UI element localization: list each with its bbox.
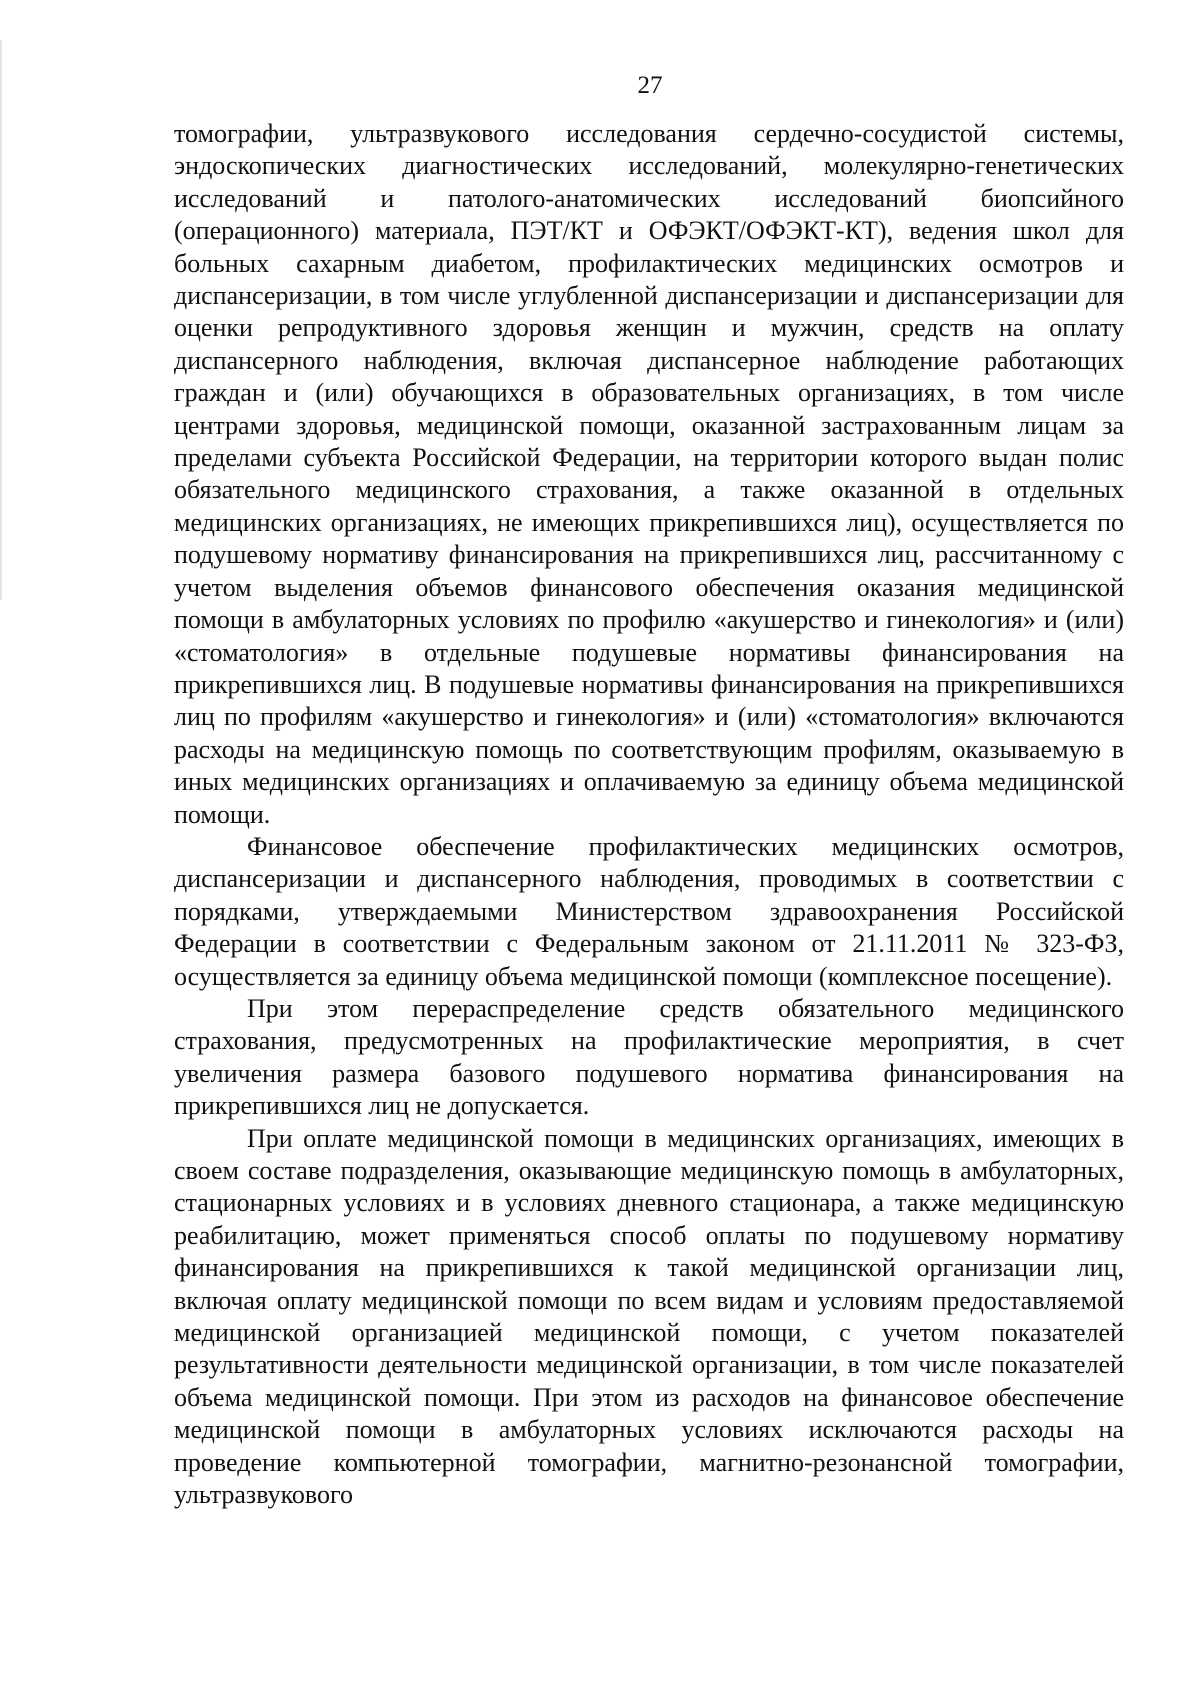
paragraph-2: Финансовое обеспечение профилактических медицинских осмотров, диспансеризации и диспансерного наблюдения, проводимых в соответствии с порядками, утверждаемыми Министерством здравоохранения Российской Федерации в соответствии с Федеральным законом от 21.11.2011 № 323-ФЗ, осуществляется за единицу объема медицинской помощи (комплексное посещение). [174,831,1124,991]
paragraph-3: При этом перераспределение средств обязательного медицинского страхования, предусмотренных на профилактические мероприятия, в счет увеличения размера базового подушевого норматива финансирования на прикрепившихся лиц не допускается. [174,993,1124,1121]
document-body [174,118,1124,1511]
paragraph-4: При оплате медицинской помощи в медицинских организациях, имеющих в своем составе подразделения, оказывающие медицинскую помощь в амбулаторных, стационарных условиях и в условиях дневного стационара, а также медицинскую реабилитацию, может применяться способ оплаты по подушевому нормативу финансирования на прикрепившихся к такой медицинской организации лиц, включая оплату медицинской помощи по всем видам и условиям предоставляемой медицинской организацией медицинской помощи, с учетом показателей результативности деятельности медицинской организации, в том числе показателей объема медицинской помощи. При этом из расходов на финансовое обеспечение медицинской помощи в амбулаторных условиях исключаются расходы на проведение компьютерной томографии, магнитно-резонансной томографии, ультразвукового [174,1123,1124,1510]
page-number: 27 [637,72,663,99]
paragraph-1: томографии, ультразвукового исследования сердечно-сосудистой системы, эндоскопических диагностических исследований, молекулярно-генетических исследований и патолого-анатомических исследований биопсийного (операционного) материала, ПЭТ/КТ и ОФЭКТ/ОФЭКТ-КТ), ведения школ для больных сахарным диабетом, профилактических медицинских осмотров и диспансеризации, в том числе углубленной диспансеризации и диспансеризации для оценки репродуктивного здоровья женщин и мужчин, средств на оплату диспансерного наблюдения, включая диспансерное наблюдение работающих граждан и (или) обучающихся в образовательных организациях, в том числе центрами здоровья, медицинской помощи, оказанной застрахованным лицам за пределами субъекта Российской Федерации, на территории которого выдан полис обязательного медицинского страхования, а также оказанной в отдельных медицинских организациях, не имеющих прикрепившихся лиц), осуществляется по подушевому нормативу финансирования на прикрепившихся лиц, рассчитанному с учетом выделения объемов финансового обеспечения оказания медицинской помощи в амбулаторных условиях по профилю «акушерство и гинекология» и (или) «стоматология» в отдельные подушевые нормативы финансирования на прикрепившихся лиц. В подушевые нормативы финансирования на прикрепившихся лиц по профилям «акушерство и гинекология» и (или) «стоматология» включаются расходы на медицинскую помощь по соответствующим профилям, оказываемую в иных медицинских организациях и оплачиваемую за единицу объема медицинской помощи. [174,119,1124,829]
scan-edge [0,40,2,600]
